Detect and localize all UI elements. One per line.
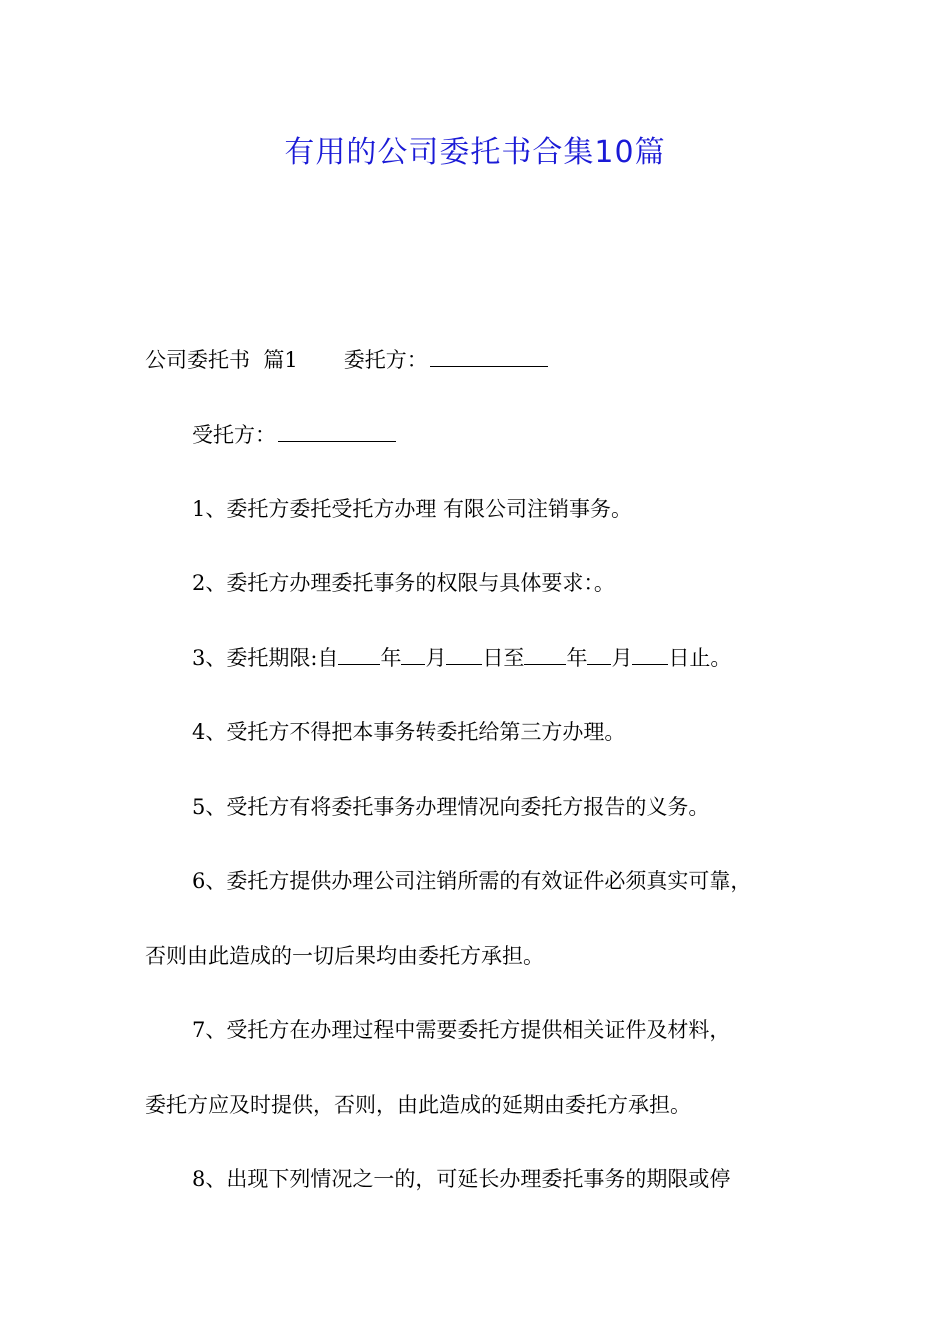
clause-3-end: 日止。 (668, 646, 732, 670)
clause-5: 5、受托方有将委托事务办理情况向委托方报告的义务。 (192, 795, 710, 819)
clause-3-year-1: 年 (380, 646, 402, 670)
start-month-blank (401, 644, 425, 665)
clause-3-day-to: 日至 (482, 646, 525, 670)
clause-2: 2、委托方办理委托事务的权限与具体要求：。 (192, 571, 615, 595)
clause-3-month-1: 月 (425, 646, 447, 670)
agent-line (192, 420, 396, 450)
clause-1: 1、委托方委托受托方办理 有限公司注销事务。 (192, 497, 633, 521)
clause-7-line-1: 7、受托方在办理过程中需要委托方提供相关证件及材料， (192, 1018, 731, 1042)
section-heading: 公司委托书 篇1 (145, 348, 298, 372)
start-year-blank (338, 644, 380, 665)
clause-6-line-2: 否则由此造成的一切后果均由委托方承担。 (145, 944, 544, 968)
clause-3 (192, 643, 731, 673)
end-day-blank (632, 644, 668, 665)
agent-blank (278, 421, 396, 442)
end-year-blank (524, 644, 566, 665)
clause-6-line-1: 6、委托方提供办理公司注销所需的有效证件必须真实可靠， (192, 869, 752, 893)
end-month-blank (587, 644, 611, 665)
start-day-blank (446, 644, 482, 665)
clause-8-line-1: 8、出现下列情况之一的，可延长办理委托事务的期限或停 (192, 1167, 731, 1191)
section-heading-line (145, 345, 548, 375)
principal-blank (430, 346, 548, 367)
agent-label: 受托方： (192, 423, 276, 447)
clause-4: 4、受托方不得把本事务转委托给第三方办理。 (192, 720, 626, 744)
clause-7-line-2: 委托方应及时提供，否则，由此造成的延期由委托方承担。 (145, 1093, 691, 1117)
document-title: 有用的公司委托书合集10篇 (284, 135, 666, 170)
principal-label: 委托方： (343, 348, 428, 372)
clause-3-year-2: 年 (566, 646, 588, 670)
clause-3-text-start: 3、委托期限:自 (192, 646, 339, 670)
clause-3-month-2: 月 (611, 646, 633, 670)
